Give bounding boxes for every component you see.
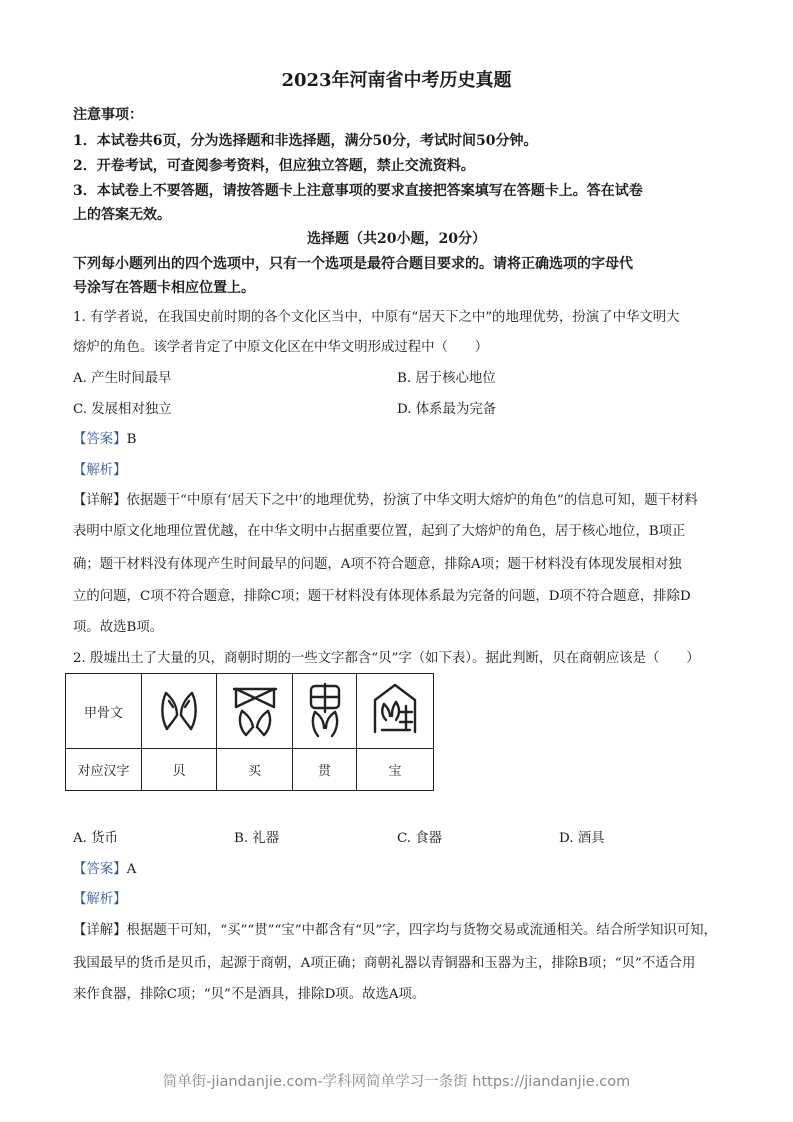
q1-stem: 熔炉的角色。该学者肯定了中原文化区在中华文明形成过程中（ ）	[73, 340, 489, 355]
q2-analysis-tag: 【解析】	[73, 892, 127, 907]
notice-item: 2．开卷考试，可查阅参考资料，但应独立答题，禁止交流资料。	[73, 158, 475, 174]
row-label: 甲骨文	[66, 674, 142, 749]
q1-analysis-tag: 【解析】	[73, 463, 127, 478]
answer-value: B	[126, 432, 137, 447]
oracle-guan-icon	[293, 674, 357, 749]
footer-watermark: 简单街-jiandanjie.com-学科网简单学习一条街 https://jiandanjie.com	[162, 1074, 631, 1090]
q1-option-c: C. 发展相对独立	[73, 402, 172, 417]
notice-heading: 注意事项：	[73, 107, 143, 123]
page-title: 2023年河南省中考历史真题	[281, 70, 512, 91]
answer-value: A	[126, 862, 137, 877]
notice-item: 3．本试卷上不要答题，请按答题卡上注意事项的要求直接把答案填写在答题卡上。答在试卷	[73, 183, 643, 199]
q2-detail: 我国最早的货币是贝币，起源于商朝，A项正确；商朝礼器以青铜器和玉器为主，排除B项；“贝”不适合用	[73, 956, 696, 971]
notice-item: 上的答案无效。	[73, 207, 171, 223]
q1-option-a: A. 产生时间最早	[73, 371, 172, 386]
q2-option-a: A. 货币	[73, 831, 118, 846]
char-cell: 贯	[293, 749, 357, 791]
q2-detail: 来作食器，排除C项；“贝”不是酒具，排除D项。故选A项。	[73, 987, 426, 1002]
section-instruction: 下列每小题列出的四个选项中，只有一个选项是最符合题目要求的。请将正确选项的字母代	[73, 256, 633, 272]
q1-detail: 确；题干材料没有体现产生时间最早的问题，A项不符合题意，排除A项；题干材料没有体现发展相对独	[73, 557, 682, 572]
q1-answer	[73, 431, 136, 449]
q1-detail: 表明中原文化地理位置优越，在中华文明中占据重要位置，起到了大熔炉的角色，居于核心地位，B项正	[73, 524, 686, 539]
answer-tag: 【答案】	[73, 862, 127, 877]
char-cell: 宝	[357, 749, 434, 791]
char-cell: 贝	[142, 749, 217, 791]
answer-tag: 【答案】	[73, 432, 127, 447]
q1-detail: 立的问题，C项不符合题意，排除C项；题干材料没有体现体系最为完备的问题，D项不符合题意，排除D	[73, 589, 691, 604]
oracle-bei-icon	[142, 674, 217, 749]
q1-option-d: D. 体系最为完备	[397, 402, 497, 417]
notice-item: 1．本试卷共6页，分为选择题和非选择题，满分50分，考试时间50分钟。	[73, 133, 538, 149]
q1-stem: 1. 有学者说，在我国史前时期的各个文化区当中，中原有“居天下之中”的地理优势，扮演了中华文明大	[73, 310, 680, 325]
section-heading: 选择题（共20小题，20分）	[307, 231, 486, 247]
section-instruction: 号涂写在答题卡相应位置上。	[73, 280, 255, 296]
q1-detail: 项。故选B项。	[73, 620, 164, 635]
oracle-mai-icon	[217, 674, 293, 749]
char-cell: 买	[217, 749, 293, 791]
oracle-bao-icon	[357, 674, 434, 749]
q2-stem: 2. 殷墟出土了大量的贝，商朝时期的一些文字都含“贝”字（如下表）。据此判断，贝在商朝应该是（ ）	[73, 651, 700, 666]
q1-option-b: B. 居于核心地位	[397, 371, 496, 386]
q1-detail: 【详解】依据题干“中原有‘居天下之中’的地理优势，扮演了中华文明大熔炉的角色”的信息可知，题干材料	[73, 493, 698, 508]
q2-option-d: D. 酒具	[559, 831, 605, 846]
q2-detail: 【详解】根据题干可知，“买”“贯”“宝”中都含有“贝”字，四字均与货物交易或流通相关。结合所学知识可知，	[73, 923, 717, 938]
oracle-bone-table	[65, 673, 434, 791]
q2-answer	[73, 861, 136, 879]
row-label: 对应汉字	[66, 749, 142, 791]
q2-option-c: C. 食器	[397, 831, 443, 846]
q2-option-b: B. 礼器	[234, 831, 280, 846]
